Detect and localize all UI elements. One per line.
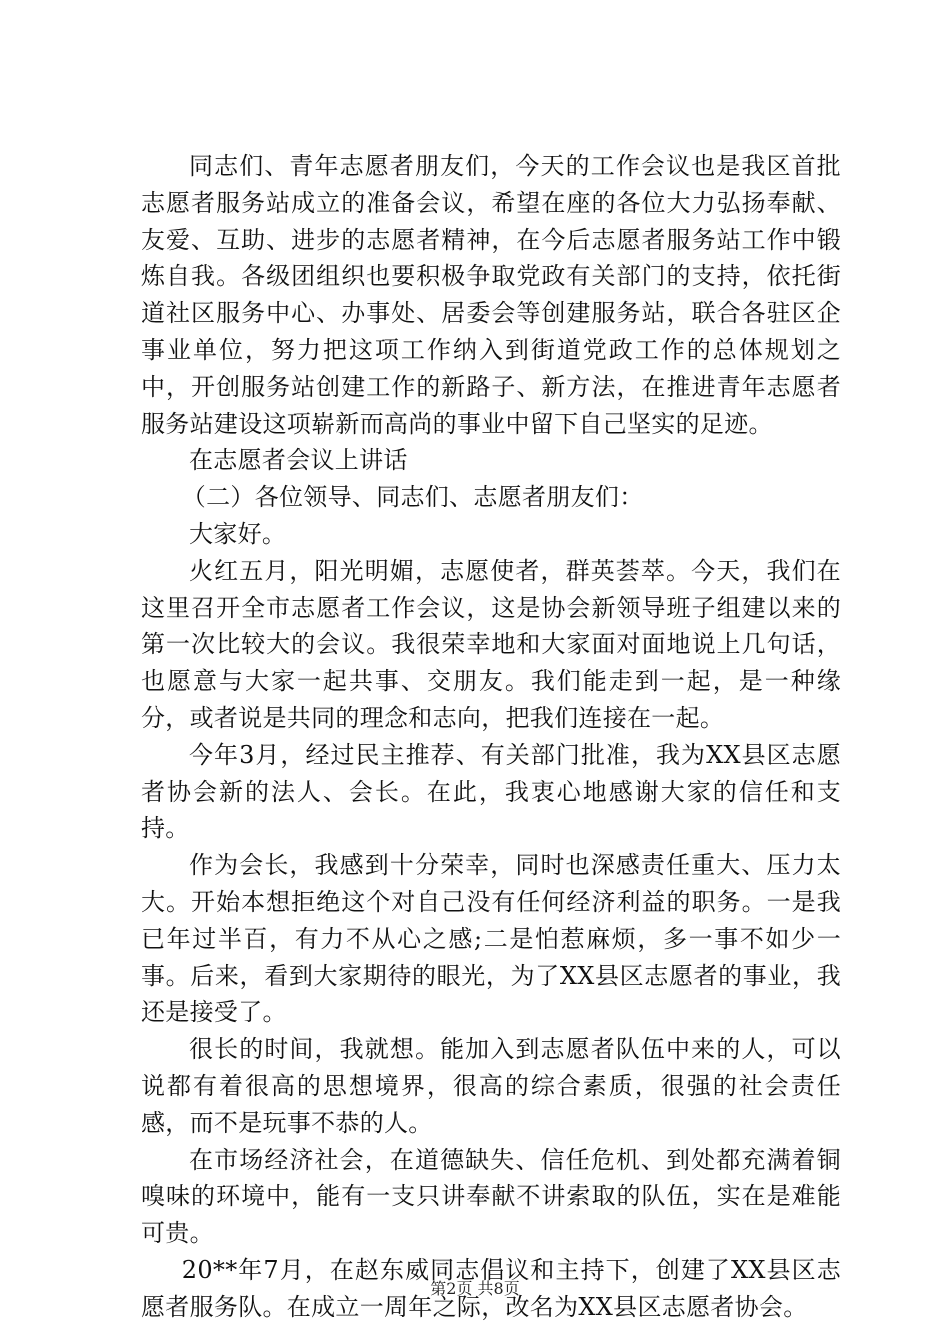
paragraph-closing-remarks: 同志们、青年志愿者朋友们，今天的工作会议也是我区首批志愿者服务站成立的准备会议，希望在座的各位大力弘扬奉献、友爱、互助、进步的志愿者精神，在今后志愿者服务站工作中锻炼自我。各级团组织也要积极争取党政有关部门的支持，依托街道社区服务中心、办事处、居委会等创建服务站，联合各驻区企事业单位，努力把这项工作纳入到街道党政工作的总体规划之中，开创服务站创建工作的新路子、新方法，在推进青年志愿者服务站建设这项崭新而高尚的事业中留下自己坚实的足迹。 [141, 152, 841, 438]
speech-title: 在志愿者会议上讲话 [189, 446, 408, 475]
document-body [141, 148, 841, 1326]
page-number-footer: 第2页 共8页 [430, 1279, 520, 1298]
paragraph-history: 20**年7月，在赵东威同志倡议和主持下，创建了XX县区志愿者服务队。在成立一周年之际，改名为XX县区志愿者协会。 [141, 1255, 841, 1321]
paragraph-reflection: 很长的时间，我就想。能加入到志愿者队伍中来的人，可以说都有着很高的思想境界，很高的综合素质，很强的社会责任感，而不是玩事不恭的人。 [141, 1035, 841, 1137]
salutation: （二）各位领导、同志们、志愿者朋友们： [181, 483, 644, 512]
paragraph-market-economy: 在市场经济社会，在道德缺失、信任危机、到处都充满着铜嗅味的环境中，能有一支只讲奉献不讲索取的队伍，实在是难能可贵。 [141, 1145, 841, 1248]
paragraph-as-president: 作为会长，我感到十分荣幸，同时也深感责任重大、压力太大。开始本想拒绝这个对自己没有任何经济利益的职务。一是我已年过半百，有力不从心之感;二是怕惹麻烦，多一事不如少一事。后来，看到大家期待的眼光，为了XX县区志愿者的事业，我还是接受了。 [141, 851, 841, 1027]
greeting: 大家好。 [189, 519, 287, 548]
paragraph-appointment: 今年3月，经过民主推荐、有关部门批准，我为XX县区志愿者协会新的法人、会长。在此，我衷心地感谢大家的信任和支持。 [141, 740, 841, 843]
paragraph-opening: 火红五月，阳光明媚，志愿使者，群英荟萃。今天，我们在这里召开全市志愿者工作会议，这是协会新领导班子组建以来的第一次比较大的会议。我很荣幸地和大家面对面地说上几句话，也愿意与大家一起共事、交朋友。我们能走到一起，是一种缘分，或者说是共同的理念和志向，把我们连接在一起。 [141, 556, 841, 732]
